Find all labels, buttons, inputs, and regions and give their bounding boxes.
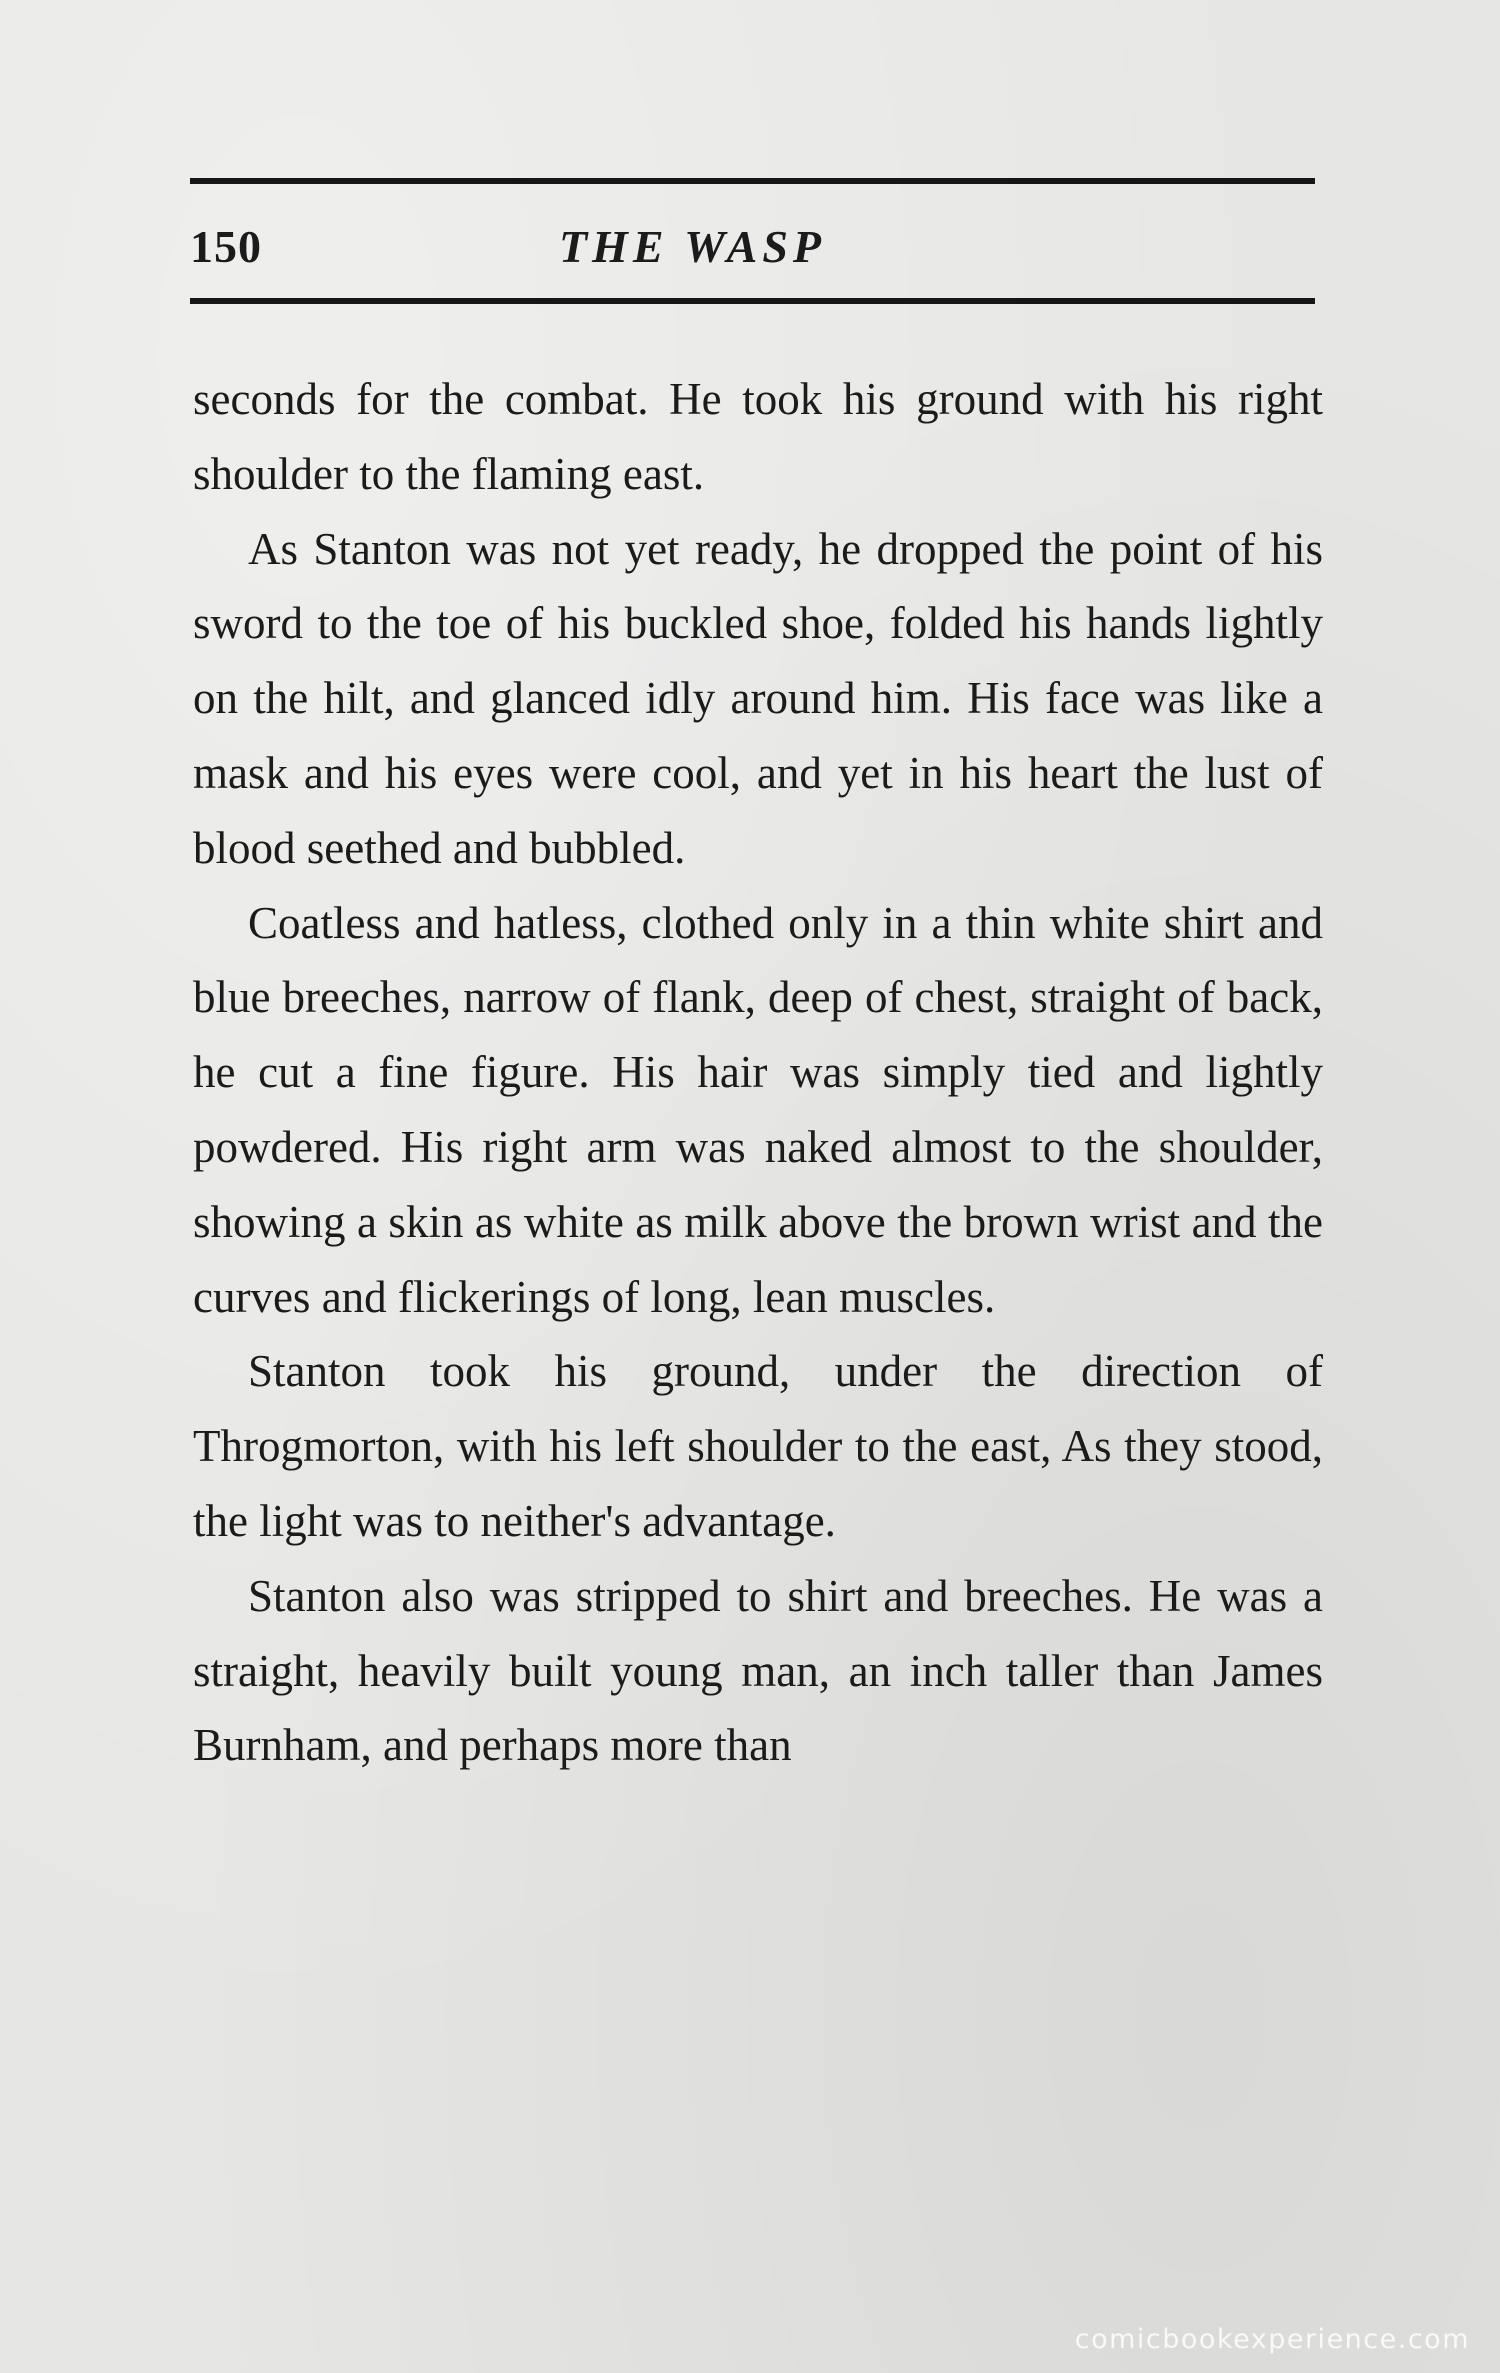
header-rule-bottom xyxy=(190,298,1315,304)
page-number: 150 xyxy=(190,221,262,272)
paragraph: seconds for the combat. He took his ground with his right shoulder to the flaming east. xyxy=(193,374,1323,499)
running-head-title: THE WASP xyxy=(558,221,827,272)
paragraph: Stanton also was stripped to shirt and breeches. He was a straight, heavily built young man, an inch taller than James Burnham, and perhaps more than xyxy=(193,1570,1323,1771)
body-text xyxy=(193,362,1323,1783)
paragraph: Coatless and hatless, clothed only in a thin white shirt and blue breeches, narrow of flank, deep of chest, straight of back, he cut a fine figure. His hair was simply tied and lightly powdered. His right arm was naked almost to the shoulder, showing a skin as white as milk above the brown wrist and the curves and flickerings of long, lean muscles. xyxy=(193,897,1323,1322)
paragraph: As Stanton was not yet ready, he dropped the point of his sword to the toe of his buckled shoe, folded his hands lightly on the hilt, and glanced idly around him. His face was like a mask and his eyes were cool, and yet in his heart the lust of blood seethed and bubbled. xyxy=(193,523,1323,873)
watermark: comicbookexperience.com xyxy=(1074,2324,1470,2355)
paragraph: Stanton took his ground, under the direction of Throgmorton, with his left shoulder to the east, As they stood, the light was to neither's advantage. xyxy=(193,1346,1323,1546)
page-header xyxy=(190,212,1315,282)
header-rule-top xyxy=(190,178,1315,184)
